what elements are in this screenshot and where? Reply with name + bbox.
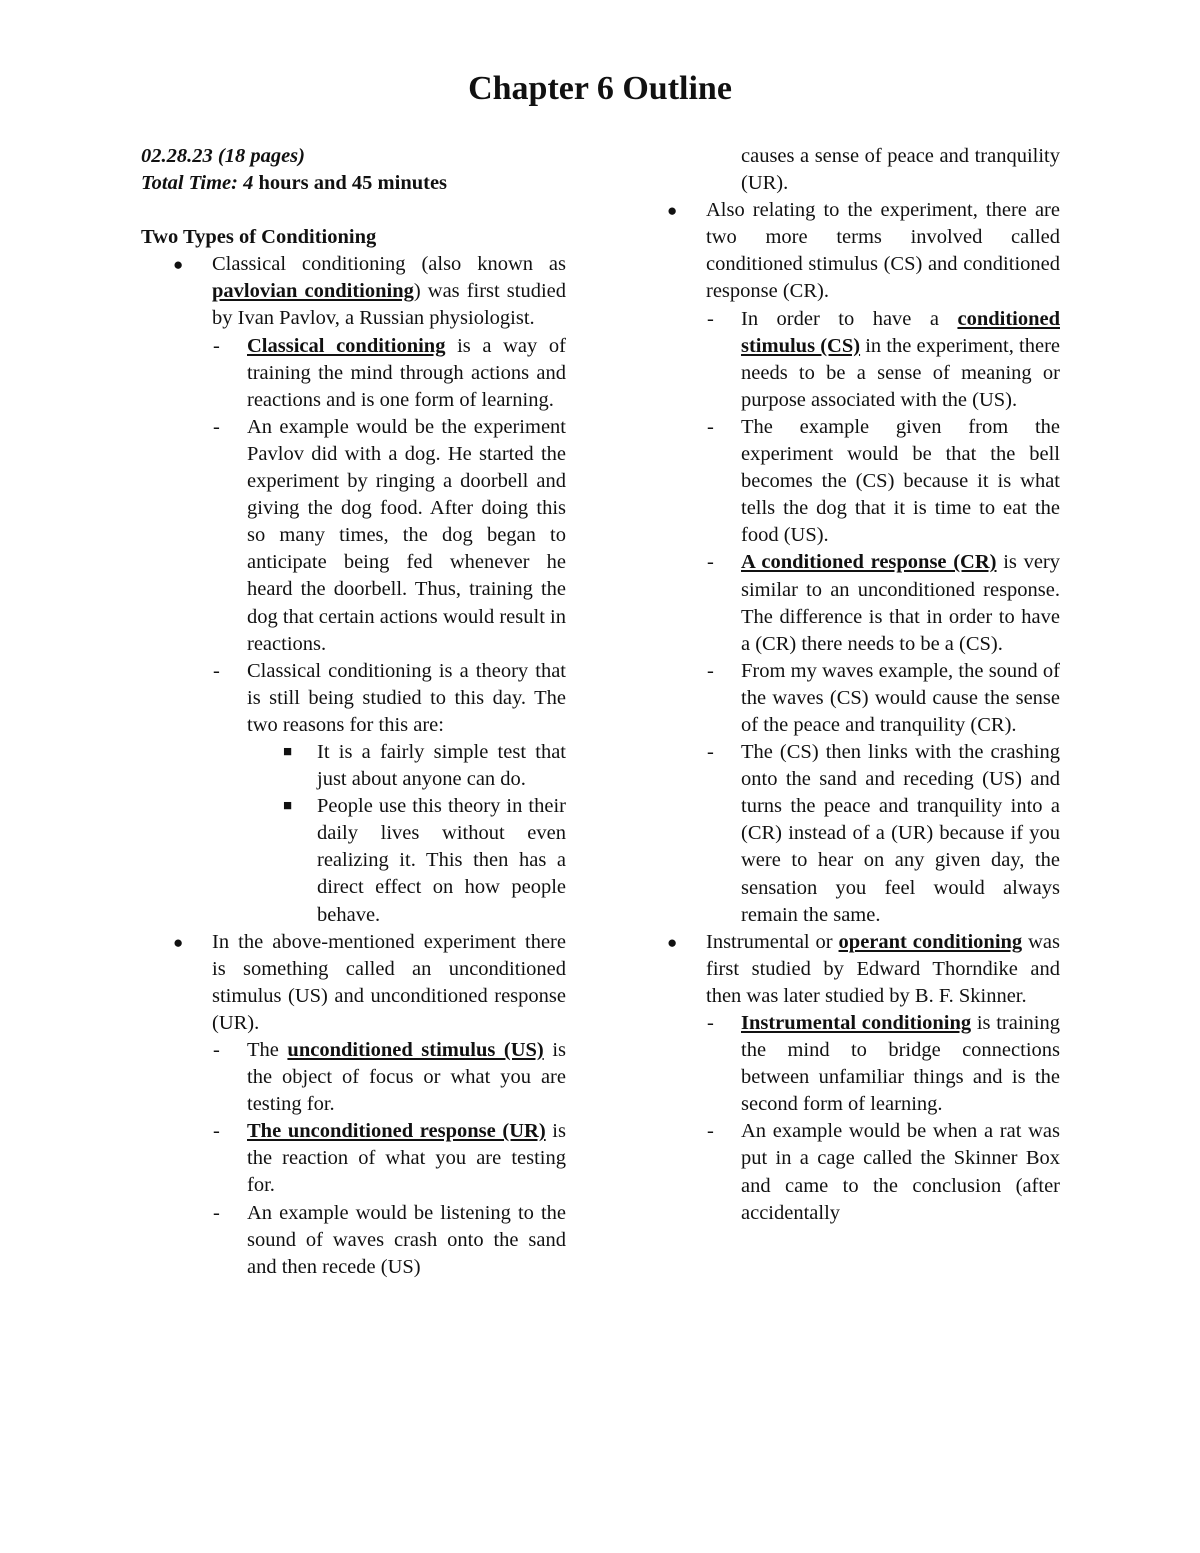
reason-text: It is a fairly simple test that just about anyone can do. [317, 740, 566, 791]
subitem-text: The example given from the experiment would be that the bell becomes the (CS) because it is what tells the dog that it is time to eat the food (US). [741, 415, 1060, 547]
dash-marker: - [707, 415, 714, 438]
spacer [141, 197, 566, 224]
subitem-text: An example would be listening to the sound of waves crash onto the sand and then recede (US) [247, 1201, 566, 1278]
dash-marker: - [707, 551, 714, 574]
subitem-example [141, 414, 566, 658]
bullet-unconditioned [141, 929, 566, 1037]
subitem-text: is very similar to an unconditioned response. The difference is that in order to have a (CR) there needs to be a (CS). [741, 551, 1060, 655]
subitem-text: is the reaction of what you are testing for. [247, 1120, 566, 1197]
bullet-marker: ● [667, 932, 678, 952]
bullet-text: Instrumental or [706, 930, 839, 953]
bullet-text: ) was first studied by Ivan Pavlov, a Russian physiologist. [212, 280, 566, 330]
subitem-text: From my waves example, the sound of the waves (CS) would cause the sense of the peace and tranquility (CR). [741, 659, 1060, 736]
bullet-marker: ● [173, 932, 184, 952]
dash-marker: - [213, 659, 220, 682]
subitem-text: In order to have a [741, 307, 958, 330]
subitem-text: The (CS) then links with the crashing onto the sand and receding (US) and turns the peace and tranquility into a (CR) instead of a (UR) because if you were to hear on any given day, the sensation you feel would always remain the same. [741, 741, 1060, 926]
square-marker: ■ [283, 743, 293, 760]
square-marker: ■ [283, 798, 293, 815]
subitem-text: An example would be the experiment Pavlov did with a dog. He started the experiment by ringing a doorbell and giving the dog food. After doing this so many times, the dog began to anticipate being fed whenever he heard the doorbell. Thus, training the dog that certain actions would result in reactions. [247, 415, 566, 655]
total-time-number: 4 [243, 172, 254, 195]
dash-marker: - [213, 1201, 220, 1224]
keyword: operant conditioning [838, 930, 1023, 953]
subitem-cs-definition [635, 306, 1060, 414]
dash-marker: - [707, 307, 714, 330]
subitem-text: is the object of focus or what you are testing for. [247, 1039, 566, 1116]
dash-marker: - [213, 415, 220, 438]
dash-marker: - [707, 741, 714, 764]
subitem-text: An example would be when a rat was put in a cage called the Skinner Box and came to the conclusion (after accidentally [741, 1120, 1060, 1224]
subitem-text: is a way of training the mind through actions and reactions and is one form of learning. [247, 334, 566, 411]
subitem-waves-cs [635, 658, 1060, 739]
dash-marker: - [707, 659, 714, 682]
subitem-waves-example [141, 1200, 566, 1281]
dash-marker: - [213, 1120, 220, 1143]
subitem-instrumental-definition [635, 1010, 1060, 1118]
bullet-classical-conditioning [141, 251, 566, 332]
date-text: 02.28.23 (18 pages) [141, 145, 305, 167]
subitem-ur-definition [141, 1118, 566, 1199]
bullet-text: Classical conditioning (also known as [212, 253, 566, 276]
keyword: unconditioned stimulus (US) [287, 1039, 544, 1061]
subitem-definition [141, 333, 566, 414]
subitem-cs-links [635, 739, 1060, 929]
subitem-text: The [247, 1039, 288, 1061]
keyword: Instrumental conditioning [741, 1012, 972, 1034]
subitem-cr-definition [635, 549, 1060, 657]
reason-item [141, 739, 566, 793]
dash-marker: - [213, 334, 220, 357]
keyword: conditioned stimulus (CS) [741, 307, 1060, 357]
subitem-text: Classical conditioning is a theory that is still being studied to this day. The two reasons for this are: [247, 659, 566, 736]
bullet-conditioned-terms [635, 197, 1060, 305]
total-time-label: Total Time: [141, 172, 238, 195]
page-title: Chapter 6 Outline [468, 70, 732, 107]
keyword: Classical conditioning [247, 334, 446, 357]
keyword: pavlovian conditioning [212, 280, 414, 303]
right-column [635, 143, 1060, 1227]
subitem-theory [141, 658, 566, 739]
date-line [141, 143, 566, 170]
subitem-us-definition [141, 1037, 566, 1118]
continued-text: causes a sense of peace and tranquility (UR). [741, 145, 1060, 195]
total-time-line [141, 170, 566, 197]
bullet-text: In the above-mentioned experiment there is something called an unconditioned stimulus (US) and unconditioned response (UR). [212, 930, 566, 1034]
section-heading: Two Types of Conditioning [141, 226, 377, 249]
subitem-skinner-example [635, 1118, 1060, 1226]
subitem-text: in the experiment, there needs to be a sense of meaning or purpose associated with the (US). [741, 334, 1060, 411]
dash-marker: - [213, 1039, 220, 1061]
bullet-operant-conditioning [635, 929, 1060, 1010]
left-column [141, 143, 566, 1281]
dash-marker: - [707, 1120, 714, 1143]
bullet-text: was first studied by Edward Thorndike and then was later studied by B. F. Skinner. [706, 930, 1060, 1007]
subitem-bell-example [635, 414, 1060, 549]
keyword: A conditioned response (CR) [741, 551, 997, 574]
subitem-text: is training the mind to bridge connections between unfamiliar things and is the second form of learning. [741, 1012, 1060, 1116]
total-time-rest: hours and 45 minutes [253, 172, 448, 195]
bullet-marker: ● [667, 201, 678, 221]
bullet-text: Also relating to the experiment, there are two more terms involved called conditioned stimulus (CS) and conditioned response (CR). [706, 199, 1060, 303]
keyword: The unconditioned response (UR) [247, 1120, 546, 1143]
reason-text: People use this theory in their daily lives without even realizing it. This then has a direct effect on how people behave. [317, 795, 566, 926]
reason-item [141, 793, 566, 928]
bullet-marker: ● [173, 255, 184, 275]
dash-marker: - [707, 1012, 714, 1034]
